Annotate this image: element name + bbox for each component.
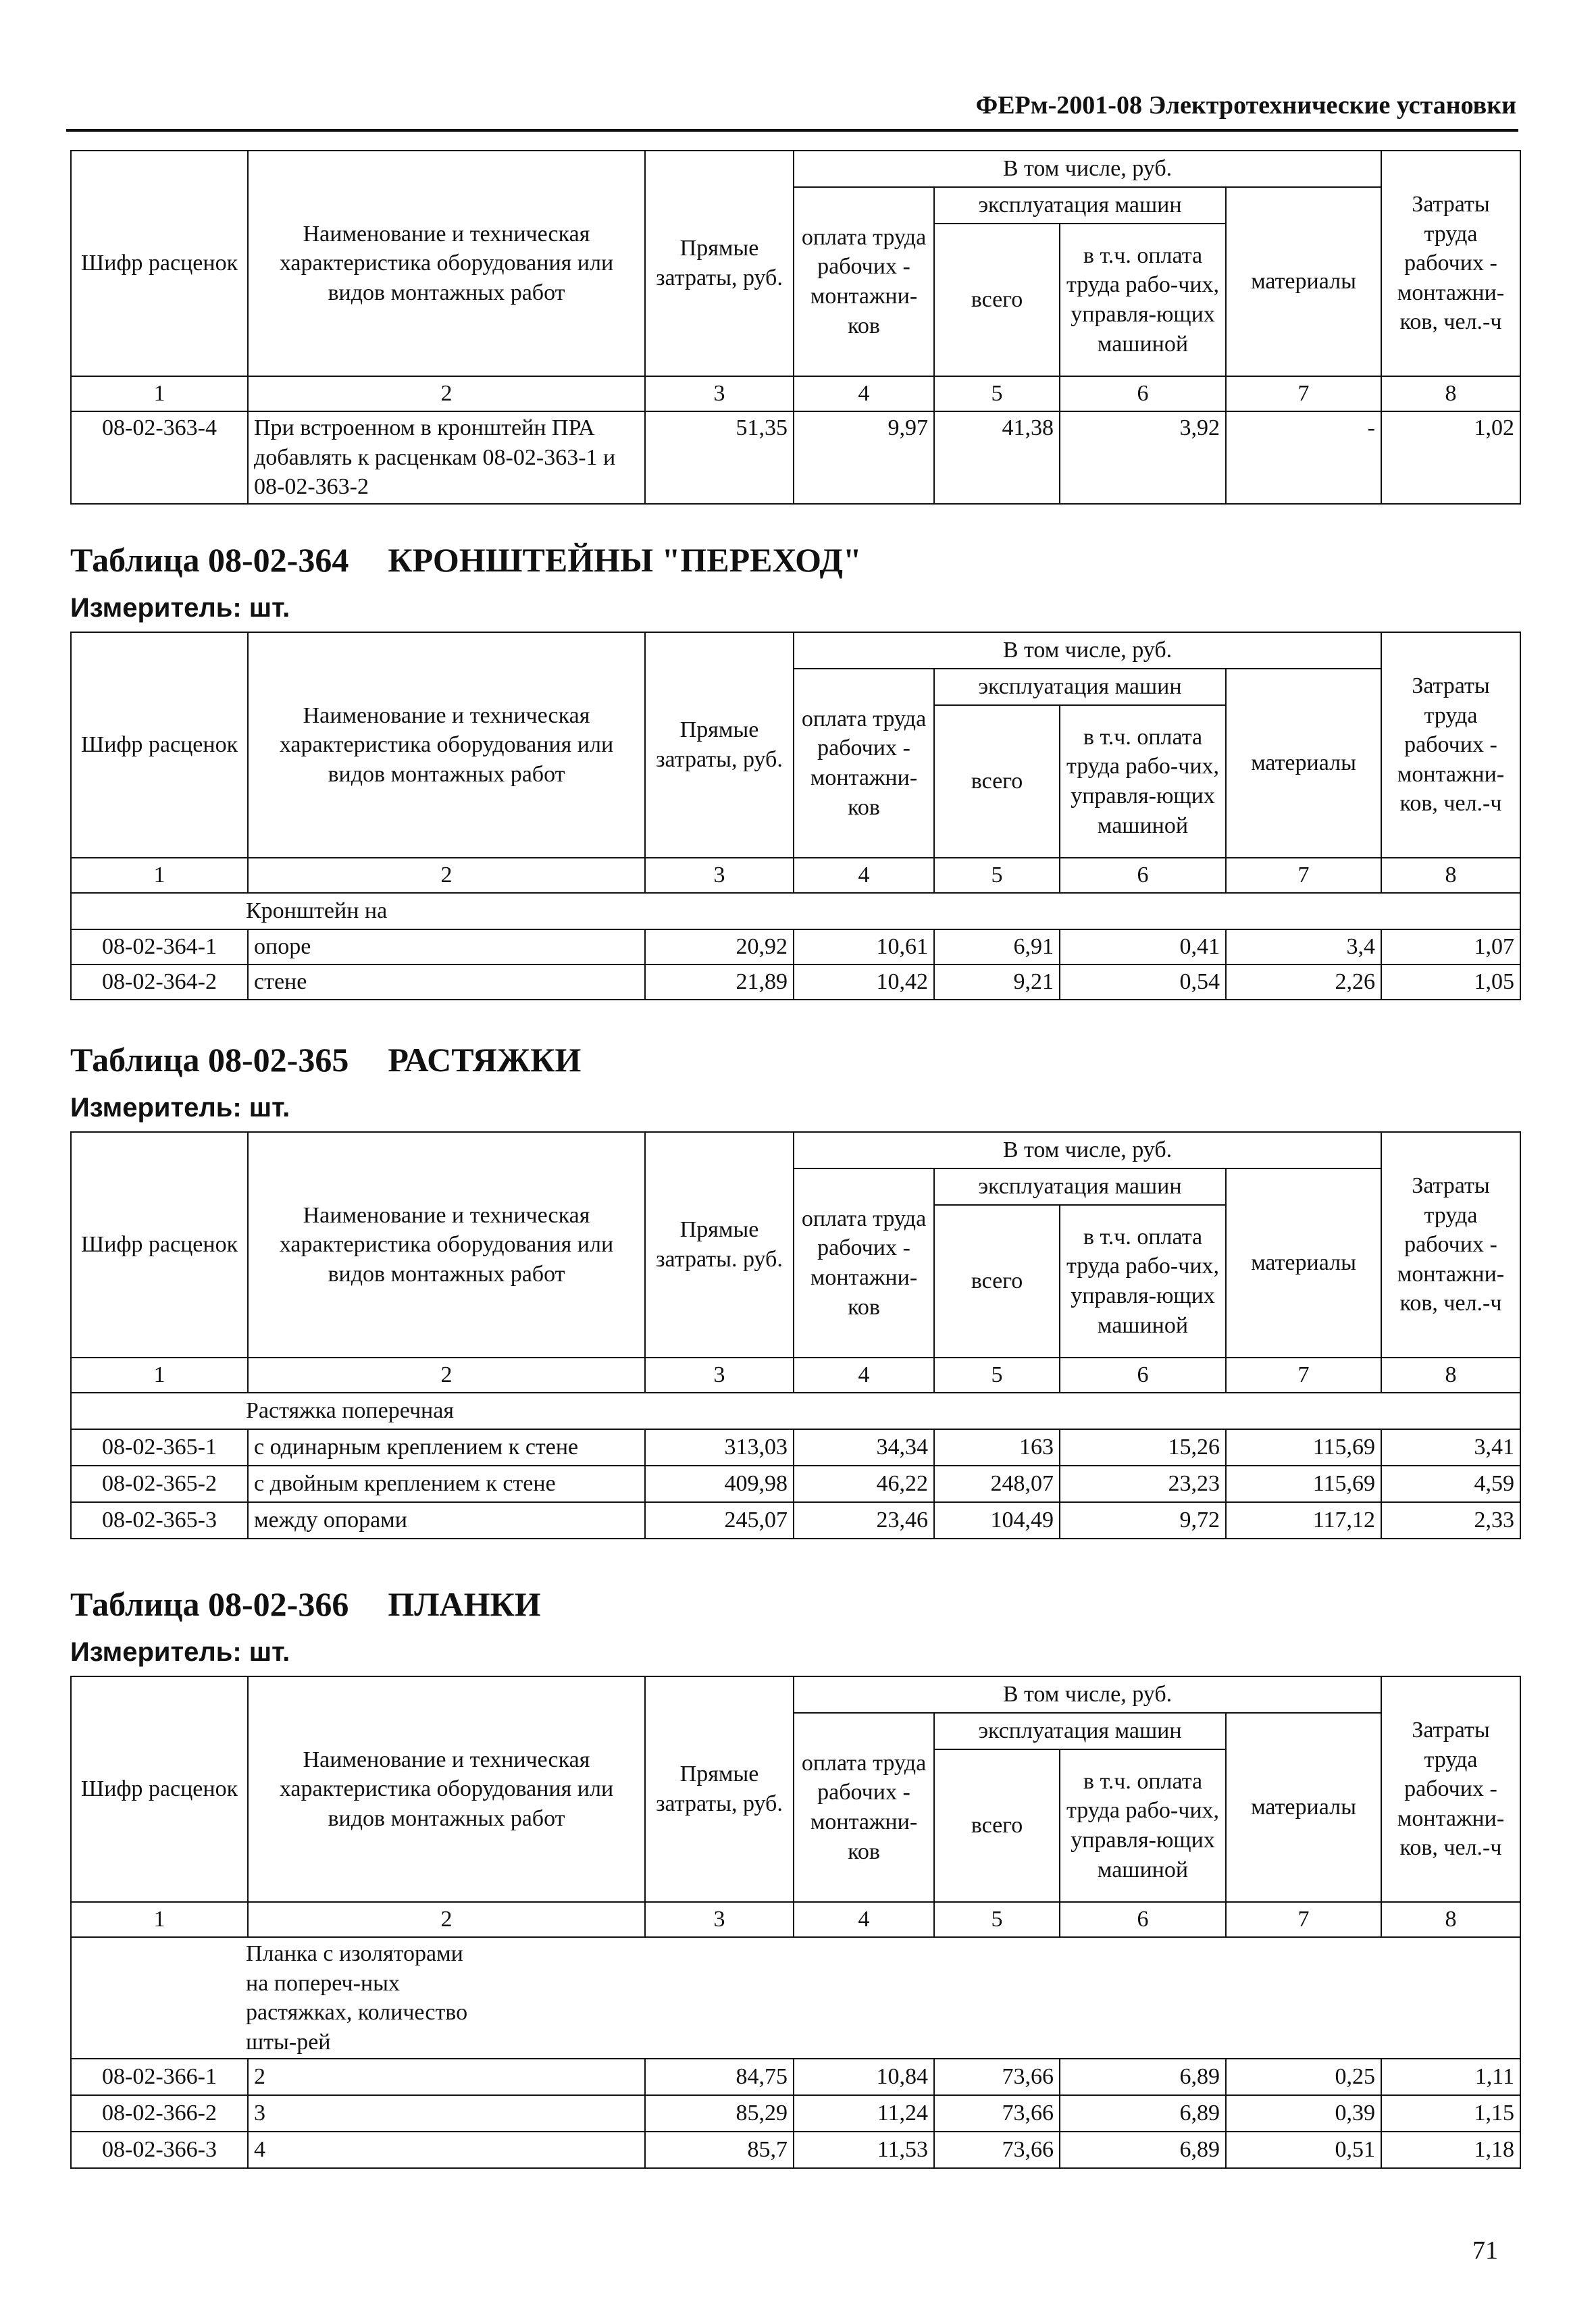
machines-total: 73,66 — [934, 2095, 1060, 2132]
direct-costs: 85,7 — [645, 2132, 794, 2168]
rate-code: 08-02-363-4 — [71, 411, 248, 504]
header-code: Шифр расценок — [71, 632, 248, 858]
column-number: 8 — [1381, 376, 1520, 411]
direct-costs: 51,35 — [645, 411, 794, 504]
rate-code: 08-02-365-2 — [71, 1466, 248, 1502]
section-heading: Кронштейн на — [71, 893, 1520, 929]
labor-hours: 1,18 — [1381, 2132, 1520, 2168]
labor-hours: 2,33 — [1381, 1502, 1520, 1539]
header-including: В том числе, руб. — [794, 1132, 1381, 1168]
rate-code: 08-02-365-3 — [71, 1502, 248, 1539]
header-labor: Затраты труда рабочих - монтажни-ков, чел.-ч — [1381, 1676, 1520, 1902]
table-name: ПЛАНКИ — [388, 1585, 541, 1623]
table-row — [71, 2059, 1520, 2095]
table-row — [71, 411, 1520, 504]
table-number: Таблица 08-02-364 — [70, 541, 349, 579]
table-row — [71, 1429, 1520, 1466]
column-number: 4 — [794, 1358, 934, 1393]
rate-code: 08-02-366-2 — [71, 2095, 248, 2132]
column-number: 4 — [794, 1902, 934, 1937]
drivers-wages: 15,26 — [1060, 1429, 1226, 1466]
drivers-wages: 3,92 — [1060, 411, 1226, 504]
table-row — [71, 929, 1520, 965]
table-row — [71, 1502, 1520, 1539]
header-wages: оплата труда рабочих - монтажни-ков — [794, 1713, 934, 1902]
rate-code: 08-02-366-1 — [71, 2059, 248, 2095]
header-machines: эксплуатация машин — [934, 187, 1226, 224]
table-row — [71, 1466, 1520, 1502]
header-machines: эксплуатация машин — [934, 1713, 1226, 1749]
machines-total: 9,21 — [934, 965, 1060, 1000]
column-number: 2 — [248, 1902, 645, 1937]
direct-costs: 85,29 — [645, 2095, 794, 2132]
work-description: 3 — [248, 2095, 645, 2132]
materials: 0,39 — [1226, 2095, 1381, 2132]
column-number: 1 — [71, 1358, 248, 1393]
table-title-364 — [70, 540, 862, 580]
rates-table-365 — [70, 1131, 1521, 1539]
header-wages: оплата труда рабочих - монтажни-ков — [794, 1168, 934, 1358]
column-number: 1 — [71, 376, 248, 411]
materials: 0,51 — [1226, 2132, 1381, 2168]
header-rule — [66, 129, 1518, 132]
machines-total: 73,66 — [934, 2059, 1060, 2095]
header-name: Наименование и техническая характеристика оборудования или видов монтажных работ — [248, 1676, 645, 1902]
wages: 11,53 — [794, 2132, 934, 2168]
labor-hours: 4,59 — [1381, 1466, 1520, 1502]
column-number: 8 — [1381, 1902, 1520, 1937]
work-description: с двойным креплением к стене — [248, 1466, 645, 1502]
header-labor: Затраты труда рабочих - монтажни-ков, чел.-ч — [1381, 1132, 1520, 1358]
drivers-wages: 6,89 — [1060, 2059, 1226, 2095]
direct-costs: 84,75 — [645, 2059, 794, 2095]
materials: 2,26 — [1226, 965, 1381, 1000]
work-description: При встроенном в кронштейн ПРА добавлять к расценкам 08-02-363-1 и 08-02-363-2 — [248, 411, 645, 504]
column-number: 4 — [794, 376, 934, 411]
header-drivers-wages: в т.ч. оплата труда рабо-чих, управля-ющих машиной — [1060, 224, 1226, 376]
rates-table-363-continued — [70, 150, 1521, 505]
header-direct-costs: Прямые затраты, руб. — [645, 632, 794, 858]
wages: 46,22 — [794, 1466, 934, 1502]
drivers-wages: 0,54 — [1060, 965, 1226, 1000]
column-number: 5 — [934, 858, 1060, 893]
header-labor: Затраты труда рабочих - монтажни-ков, чел.-ч — [1381, 632, 1520, 858]
table-row — [71, 965, 1520, 1000]
header-materials: материалы — [1226, 669, 1381, 858]
materials: 115,69 — [1226, 1466, 1381, 1502]
header-machines-total: всего — [934, 224, 1060, 376]
drivers-wages: 9,72 — [1060, 1502, 1226, 1539]
work-description: опоре — [248, 929, 645, 965]
column-number: 5 — [934, 1902, 1060, 1937]
column-number: 1 — [71, 858, 248, 893]
drivers-wages: 0,41 — [1060, 929, 1226, 965]
header-code: Шифр расценок — [71, 151, 248, 376]
wages: 11,24 — [794, 2095, 934, 2132]
column-number: 3 — [645, 858, 794, 893]
column-number: 6 — [1060, 1358, 1226, 1393]
column-number: 3 — [645, 376, 794, 411]
header-including: В том числе, руб. — [794, 1676, 1381, 1713]
header-drivers-wages: в т.ч. оплата труда рабо-чих, управля-ющих машиной — [1060, 705, 1226, 858]
wages: 10,84 — [794, 2059, 934, 2095]
labor-hours: 1,07 — [1381, 929, 1520, 965]
machines-total: 41,38 — [934, 411, 1060, 504]
rate-code: 08-02-364-1 — [71, 929, 248, 965]
header-direct-costs: Прямые затраты, руб. — [645, 151, 794, 376]
header-code: Шифр расценок — [71, 1132, 248, 1358]
machines-total: 163 — [934, 1429, 1060, 1466]
column-number: 7 — [1226, 1358, 1381, 1393]
labor-hours: 1,05 — [1381, 965, 1520, 1000]
table-row — [71, 2132, 1520, 2168]
wages: 34,34 — [794, 1429, 934, 1466]
labor-hours: 1,15 — [1381, 2095, 1520, 2132]
column-number: 8 — [1381, 858, 1520, 893]
header-direct-costs: Прямые затраты. руб. — [645, 1132, 794, 1358]
work-description: стене — [248, 965, 645, 1000]
column-number: 1 — [71, 1902, 248, 1937]
work-description: с одинарным креплением к стене — [248, 1429, 645, 1466]
work-description: 2 — [248, 2059, 645, 2095]
column-number: 6 — [1060, 858, 1226, 893]
header-including: В том числе, руб. — [794, 151, 1381, 187]
header-materials: материалы — [1226, 1713, 1381, 1902]
direct-costs: 21,89 — [645, 965, 794, 1000]
wages: 23,46 — [794, 1502, 934, 1539]
unit-label: Измеритель: шт. — [70, 1093, 290, 1123]
rates-table-366 — [70, 1676, 1521, 2169]
column-number: 3 — [645, 1902, 794, 1937]
direct-costs: 20,92 — [645, 929, 794, 965]
header-wages: оплата труда рабочих - монтажни-ков — [794, 669, 934, 858]
column-number: 8 — [1381, 1358, 1520, 1393]
column-number: 6 — [1060, 1902, 1226, 1937]
drivers-wages: 6,89 — [1060, 2132, 1226, 2168]
header-direct-costs: Прямые затраты, руб. — [645, 1676, 794, 1902]
labor-hours: 1,02 — [1381, 411, 1520, 504]
header-machines: эксплуатация машин — [934, 1168, 1226, 1205]
section-heading: Растяжка поперечная — [71, 1393, 1520, 1429]
rates-table-364 — [70, 632, 1521, 1000]
work-description: 4 — [248, 2132, 645, 2168]
column-number: 2 — [248, 376, 645, 411]
column-number: 2 — [248, 1358, 645, 1393]
table-name: КРОНШТЕЙНЫ "ПЕРЕХОД" — [388, 541, 862, 579]
unit-label: Измеритель: шт. — [70, 593, 290, 623]
table-number: Таблица 08-02-366 — [70, 1585, 349, 1623]
header-machines-total: всего — [934, 705, 1060, 858]
header-machines: эксплуатация машин — [934, 669, 1226, 705]
running-header: ФЕРм-2001-08 Электротехнические установки — [975, 91, 1516, 120]
drivers-wages: 6,89 — [1060, 2095, 1226, 2132]
header-name: Наименование и техническая характеристика оборудования или видов монтажных работ — [248, 1132, 645, 1358]
header-wages: оплата труда рабочих - монтажни-ков — [794, 187, 934, 376]
header-name: Наименование и техническая характеристика оборудования или видов монтажных работ — [248, 151, 645, 376]
header-labor: Затраты труда рабочих - монтажни-ков, чел.-ч — [1381, 151, 1520, 376]
direct-costs: 409,98 — [645, 1466, 794, 1502]
table-title-366 — [70, 1585, 541, 1624]
materials: 117,12 — [1226, 1502, 1381, 1539]
header-materials: материалы — [1226, 187, 1381, 376]
labor-hours: 1,11 — [1381, 2059, 1520, 2095]
column-number: 2 — [248, 858, 645, 893]
header-including: В том числе, руб. — [794, 632, 1381, 669]
column-number: 6 — [1060, 376, 1226, 411]
direct-costs: 313,03 — [645, 1429, 794, 1466]
direct-costs: 245,07 — [645, 1502, 794, 1539]
materials: 3,4 — [1226, 929, 1381, 965]
rate-code: 08-02-365-1 — [71, 1429, 248, 1466]
column-number: 7 — [1226, 376, 1381, 411]
column-number: 7 — [1226, 1902, 1381, 1937]
labor-hours: 3,41 — [1381, 1429, 1520, 1466]
table-name: РАСТЯЖКИ — [388, 1041, 582, 1079]
header-drivers-wages: в т.ч. оплата труда рабо-чих, управля-ющих машиной — [1060, 1205, 1226, 1358]
wages: 9,97 — [794, 411, 934, 504]
table-number: Таблица 08-02-365 — [70, 1041, 349, 1079]
section-heading: Планка с изоляторами на попереч-ных растяжках, количество шты-рей — [71, 1937, 1520, 2059]
column-number: 5 — [934, 376, 1060, 411]
table-title-365 — [70, 1040, 581, 1079]
materials: - — [1226, 411, 1381, 504]
materials: 0,25 — [1226, 2059, 1381, 2095]
page-number: 71 — [1472, 2236, 1498, 2265]
machines-total: 73,66 — [934, 2132, 1060, 2168]
header-machines-total: всего — [934, 1205, 1060, 1358]
machines-total: 6,91 — [934, 929, 1060, 965]
column-number: 5 — [934, 1358, 1060, 1393]
header-materials: материалы — [1226, 1168, 1381, 1358]
wages: 10,42 — [794, 965, 934, 1000]
materials: 115,69 — [1226, 1429, 1381, 1466]
header-machines-total: всего — [934, 1749, 1060, 1902]
header-drivers-wages: в т.ч. оплата труда рабо-чих, управля-ющих машиной — [1060, 1749, 1226, 1902]
rate-code: 08-02-366-3 — [71, 2132, 248, 2168]
column-number: 3 — [645, 1358, 794, 1393]
column-number: 7 — [1226, 858, 1381, 893]
header-code: Шифр расценок — [71, 1676, 248, 1902]
column-number: 4 — [794, 858, 934, 893]
wages: 10,61 — [794, 929, 934, 965]
drivers-wages: 23,23 — [1060, 1466, 1226, 1502]
rate-code: 08-02-364-2 — [71, 965, 248, 1000]
work-description: между опорами — [248, 1502, 645, 1539]
header-name: Наименование и техническая характеристика оборудования или видов монтажных работ — [248, 632, 645, 858]
machines-total: 248,07 — [934, 1466, 1060, 1502]
unit-label: Измеритель: шт. — [70, 1637, 290, 1667]
machines-total: 104,49 — [934, 1502, 1060, 1539]
table-row — [71, 2095, 1520, 2132]
